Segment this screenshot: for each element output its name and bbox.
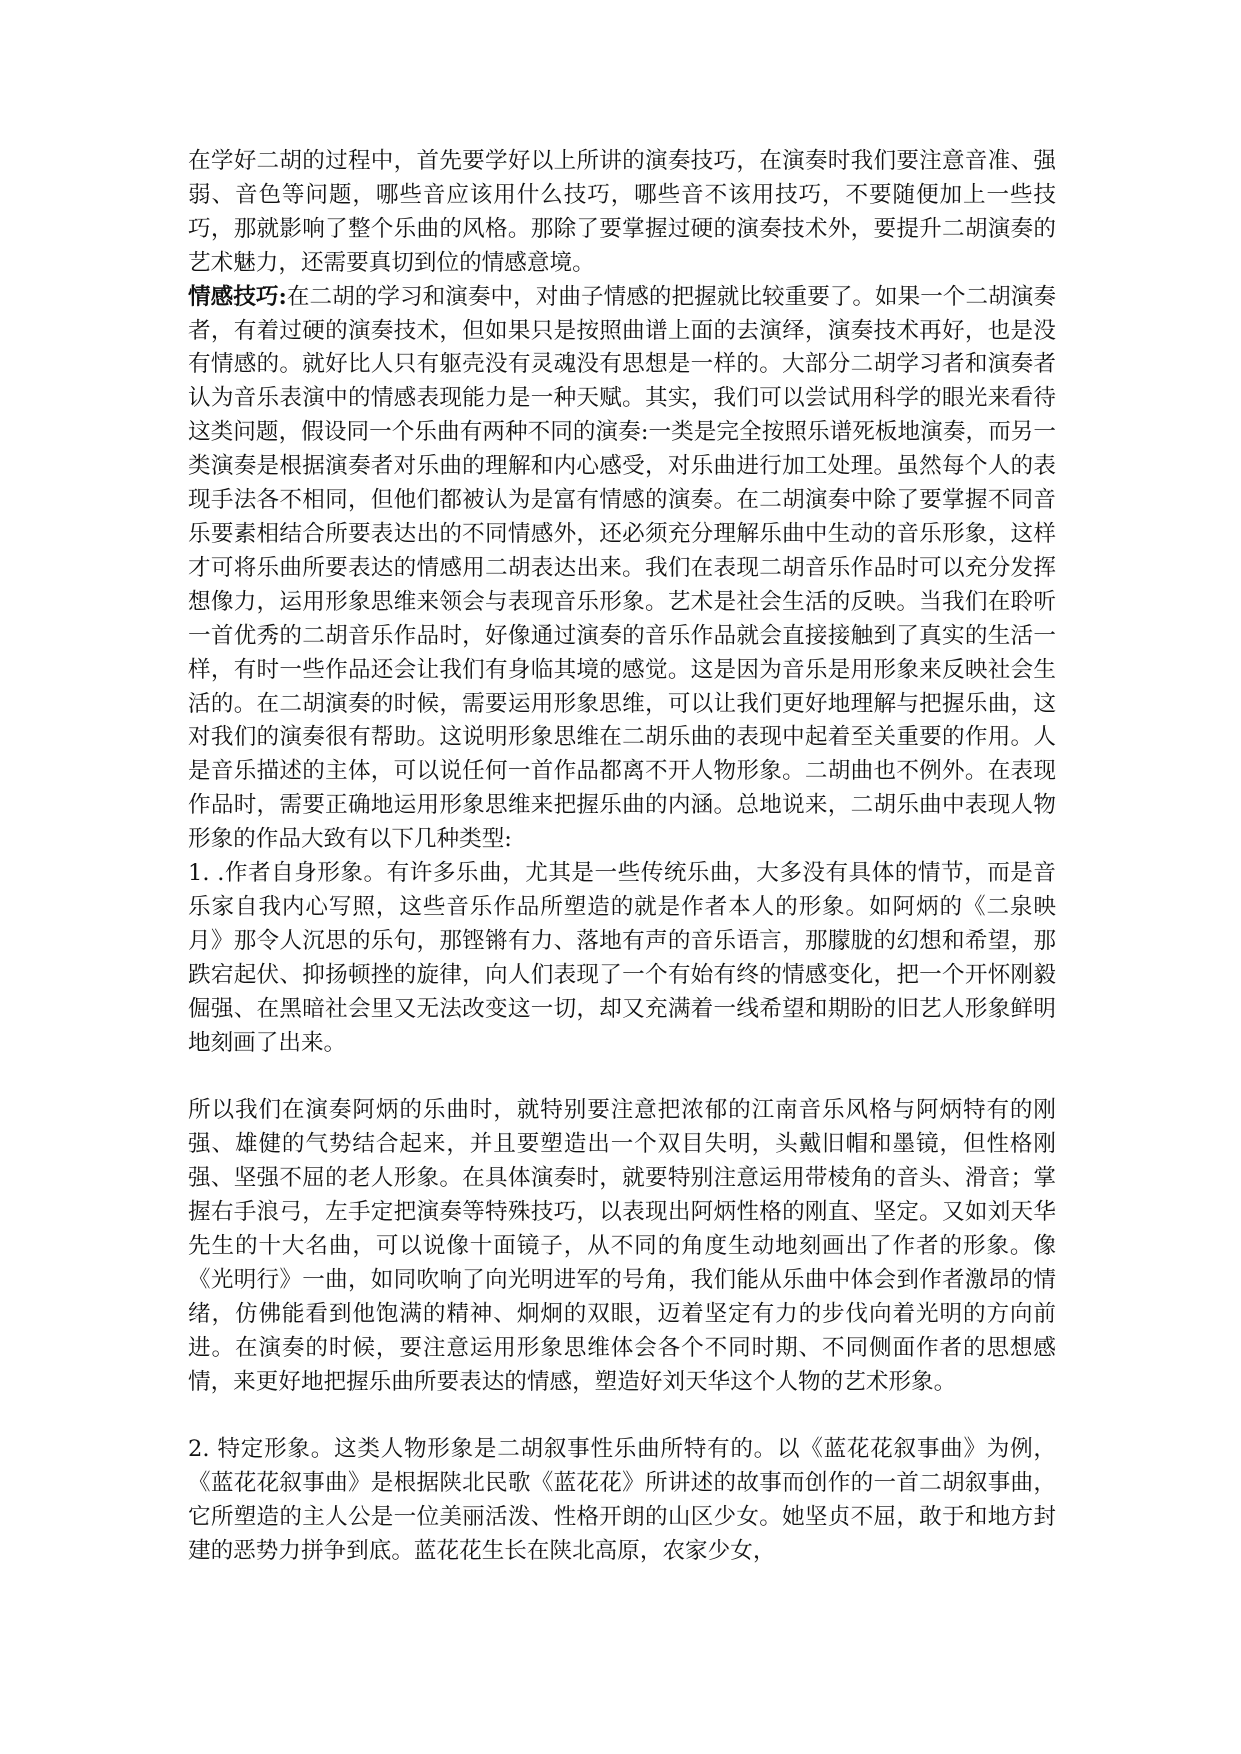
document-page: [188, 145, 1056, 1569]
paragraph-author-image: [188, 857, 1056, 1060]
paragraph-emotion-technique: [188, 281, 1056, 857]
paragraph-text: 在二胡的学习和演奏中，对曲子情感的把握就比较重要了。如果一个二胡演奏者，有着过硬的演奏技术，但如果只是按照曲谱上面的去演绎，演奏技术再好，也是没有情感的。就好比人只有躯壳没有灵魂没有思想是一样的。大部分二胡学习者和演奏者认为音乐表演中的情感表现能力是一种天赋。其实，我们可以尝试用科学的眼光来看待这类问题，假设同一个乐曲有两种不同的演奏:一类是完全按照乐谱死板地演奏，而另一类演奏是根据演奏者对乐曲的理解和内心感受，对乐曲进行加工处理。虽然每个人的表现手法各不相同，但他们都被认为是富有情感的演奏。在二胡演奏中除了要掌握不同音乐要素相结合所要表达出的不同情感外，还必须充分理解乐曲中生动的音乐形象，这样才可将乐曲所要表达的情感用二胡表达出来。我们在表现二胡音乐作品时可以充分发挥想像力，运用形象思维来领会与表现音乐形象。艺术是社会生活的反映。当我们在聆听一首优秀的二胡音乐作品时，好像通过演奏的音乐作品就会直接接触到了真实的生活一样，有时一些作品还会让我们有身临其境的感觉。这是因为音乐是用形象来反映社会生活的。在二胡演奏的时候，需要运用形象思维，可以让我们更好地理解与把握乐曲，这对我们的演奏很有帮助。这说明形象思维在二胡乐曲的表现中起着至关重要的作用。人是音乐描述的主体，可以说任何一首作品都离不开人物形象。二胡曲也不例外。在表现作品时，需要正确地运用形象思维来把握乐曲的内涵。总地说来，二胡乐曲中表现人物形象的作品大致有以下几种类型:: [188, 283, 1057, 853]
paragraph-text: 2. 特定形象。这类人物形象是二胡叙事性乐曲所特有的。以《蓝花花叙事曲》为例，《蓝花花叙事曲》是根据陕北民歌《蓝花花》所讲述的故事而创作的一首二胡叙事曲，它所塑造的主人公是一位美丽活泼、性格开朗的山区少女。她坚贞不屈，敢于和地方封建的恶势力拼争到底。蓝花花生长在陕北高原，农家少女，: [188, 1436, 1056, 1565]
paragraph-text: 1. .作者自身形象。有许多乐曲，尤其是一些传统乐曲，大多没有具体的情节，而是音乐家自我内心写照，这些音乐作品所塑造的就是作者本人的形象。如阿炳的《二泉映月》那令人沉思的乐句，那铿锵有力、落地有声的音乐语言，那朦胧的幻想和希望，那跌宕起伏、抑扬顿挫的旋律，向人们表现了一个有始有终的情感变化，把一个开怀刚毅倔强、在黑暗社会里又无法改变这一切，却又充满着一线希望和期盼的旧艺人形象鲜明地刻画了出来。: [188, 860, 1056, 1056]
paragraph-intro: [188, 145, 1056, 281]
paragraph-lead-heading: 情感技巧:: [188, 283, 287, 310]
paragraph-text: 所以我们在演奏阿炳的乐曲时，就特别要注意把浓郁的江南音乐风格与阿炳特有的刚强、雄健的气势结合起来，并且要塑造出一个双目失明，头戴旧帽和墨镜，但性格刚强、坚强不屈的老人形象。在具体演奏时，就要特别注意运用带棱角的音头、滑音；掌握右手浪弓，左手定把演奏等特殊技巧，以表现出阿炳性格的刚直、坚定。又如刘天华先生的十大名曲，可以说像十面镜子，从不同的角度生动地刻画出了作者的形象。像《光明行》一曲，如同吹响了向光明进军的号角，我们能从乐曲中体会到作者激昂的情绪，仿佛能看到他饱满的精神、炯炯的双眼，迈着坚定有力的步伐向着光明的方向前进。在演奏的时候，要注意运用形象思维体会各个不同时期、不同侧面作者的思想感情，来更好地把握乐曲所要表达的情感，塑造好刘天华这个人物的艺术形象。: [188, 1097, 1056, 1395]
paragraph-abing: [188, 1094, 1056, 1399]
paragraph-text: 在学好二胡的过程中，首先要学好以上所讲的演奏技巧，在演奏时我们要注意音准、强弱、音色等问题，哪些音应该用什么技巧，哪些音不该用技巧，不要随便加上一些技巧，那就影响了整个乐曲的风格。那除了要掌握过硬的演奏技术外，要提升二胡演奏的艺术魅力，还需要真切到位的情感意境。: [188, 148, 1056, 276]
paragraph-specific-image: [188, 1433, 1056, 1569]
